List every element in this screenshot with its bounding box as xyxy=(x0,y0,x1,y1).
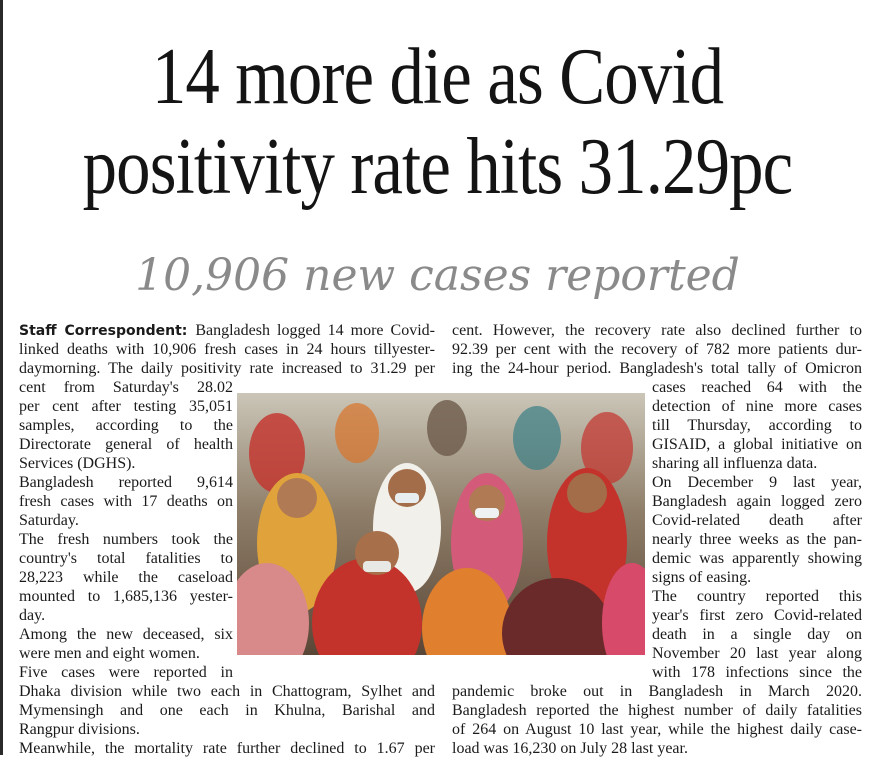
left-column-line: The fresh numbers took the xyxy=(19,531,233,548)
left-column-line: Directorate general of health xyxy=(19,436,233,453)
right-column-line: November 20 last year along xyxy=(652,645,862,662)
left-column-line: samples, according to the xyxy=(19,417,233,434)
right-column-line: 92.39 per cent with the recovery of 782 more patients dur- xyxy=(452,341,862,358)
right-column-line: cent. However, the recovery rate also declined further to xyxy=(452,322,862,339)
left-column-line: 28,223 while the caseload xyxy=(19,569,233,586)
lead-text: Bangladesh logged 14 more Covid- xyxy=(195,322,435,339)
left-column-line: day. xyxy=(19,607,46,624)
right-column-line: cases reached 64 with the xyxy=(652,379,862,396)
left-column-line: country's total fatalities to xyxy=(19,550,233,567)
column-rule xyxy=(0,0,3,755)
left-column-line: Mymensingh and one each in Khulna, Barishal and xyxy=(19,702,435,719)
byline: Staff Correspondent: xyxy=(19,323,196,339)
right-column-line: Bangladesh reported the highest number of daily fatalities xyxy=(452,702,862,719)
left-column-line: Bangladesh reported 9,614 xyxy=(19,474,233,491)
left-column-line: were men and eight women. xyxy=(19,645,200,662)
left-column-line: fresh cases with 17 deaths on xyxy=(19,493,233,510)
right-column-line: ing the 24-hour period. Bangladesh's total tally of Omicron xyxy=(452,360,862,377)
left-column-line: mounted to 1,685,136 yester- xyxy=(19,588,233,605)
right-column-line: On December 9 last year, xyxy=(652,474,862,491)
left-column-line: Meanwhile, the mortality rate further declined to 1.67 per xyxy=(19,740,435,757)
right-column-line: load was 16,230 on July 28 last year. xyxy=(452,740,688,757)
headline xyxy=(61,32,814,212)
right-column-line: death in a single day on xyxy=(652,626,862,643)
right-column-line: with 178 infections since the xyxy=(652,664,862,681)
left-column-line: linked deaths with 10,906 fresh cases in 24 hours tillyester- xyxy=(19,341,435,358)
left-column-line: Services (DGHS). xyxy=(19,455,136,472)
left-column-line: cent from Saturday's 28.02 xyxy=(19,379,233,396)
right-column-line: Bangladesh again logged zero xyxy=(652,493,862,510)
headline-line-2: positivity rate hits 31.29pc xyxy=(82,123,793,211)
right-column-line: year's first zero Covid-related xyxy=(652,607,862,624)
right-column-line: pandemic broke out in Bangladesh in March 2020. xyxy=(452,683,862,700)
right-column-line: The country reported this xyxy=(652,588,862,605)
right-column-line: till Thursday, according to xyxy=(652,417,862,434)
article-photo xyxy=(237,393,645,655)
kicker: 10,906 new cases reported xyxy=(135,250,740,301)
right-column-line: demic was apparently showing xyxy=(652,550,862,567)
left-column-line: per cent after testing 35,051 xyxy=(19,398,233,415)
left-column-line: Among the new deceased, six xyxy=(19,626,233,643)
right-column-line: of 264 on August 10 last year, while the highest daily case- xyxy=(452,721,862,738)
left-column-line: Five cases were reported in xyxy=(19,664,233,681)
crowd-photo-image xyxy=(237,393,645,655)
left-column-line: daymorning. The daily positivity rate increased to 31.29 per xyxy=(19,360,435,377)
left-column-line: Dhaka division while two each in Chattogram, Sylhet and xyxy=(19,683,435,700)
right-column-line: nearly three weeks as the pan- xyxy=(652,531,862,548)
left-column-line: Rangpur divisions. xyxy=(19,721,140,738)
right-column-line: signs of easing. xyxy=(652,569,752,586)
left-column-line: Saturday. xyxy=(19,512,79,529)
right-column-line: Covid-related death after xyxy=(652,512,862,529)
right-column-line: detection of nine more cases xyxy=(652,398,862,415)
right-column-line: GISAID, a global initiative on xyxy=(652,436,862,453)
right-column-line: sharing all influenza data. xyxy=(652,455,818,472)
headline-line-1: 14 more die as Covid xyxy=(151,33,724,121)
left-column-line xyxy=(19,321,435,341)
